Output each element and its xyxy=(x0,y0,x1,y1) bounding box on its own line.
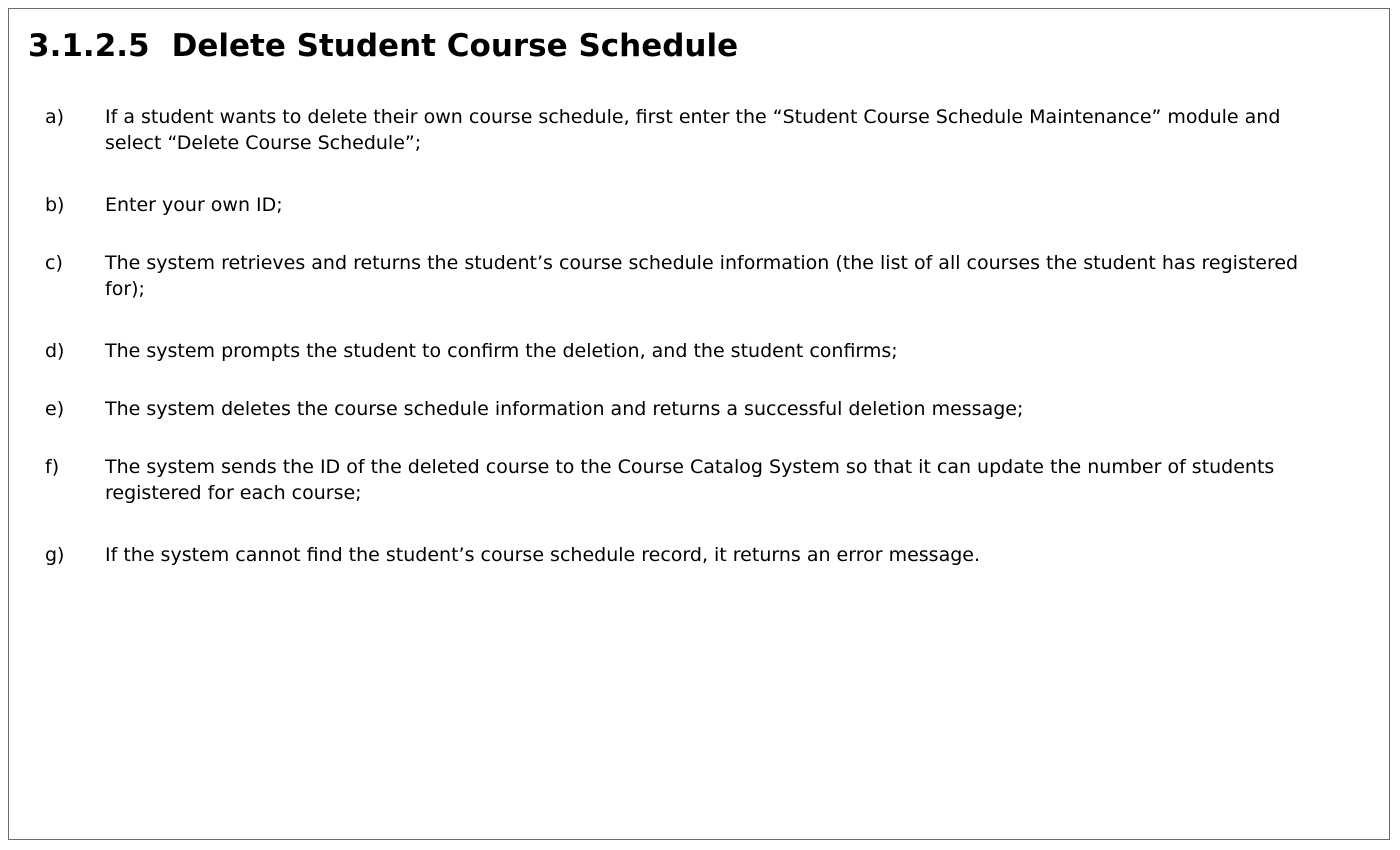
list-item-text: The system sends the ID of the deleted course to the Course Catalog System so that it can update the number of students registered for each course; xyxy=(105,456,1275,504)
list-item-marker: g) xyxy=(45,544,65,566)
list-item xyxy=(45,250,1335,302)
list-item-text: The system prompts the student to confirm the deletion, and the student confirms; xyxy=(105,340,898,362)
section-heading xyxy=(28,26,738,66)
list-item-marker: f) xyxy=(45,456,60,478)
list-item xyxy=(45,542,1335,568)
list-item-marker: b) xyxy=(45,194,65,216)
list-item-marker: d) xyxy=(45,340,65,362)
list-item-marker: c) xyxy=(45,252,63,274)
list-item-text: Enter your own ID; xyxy=(105,194,283,216)
list-item xyxy=(45,104,1335,156)
list-item-text: If the system cannot find the student’s course schedule record, it returns an error message. xyxy=(105,544,981,566)
list-item xyxy=(45,396,1335,422)
list-item xyxy=(45,338,1335,364)
list-item-text: The system deletes the course schedule information and returns a successful deletion message; xyxy=(105,398,1024,420)
list-item xyxy=(45,192,1335,218)
section-title: Delete Student Course Schedule xyxy=(171,28,739,64)
list-item-marker: a) xyxy=(45,106,65,128)
list-item xyxy=(45,454,1335,506)
list-item-text: If a student wants to delete their own course schedule, first enter the “Student Course Schedule Maintenance” module and select “Delete Course Schedule”; xyxy=(105,106,1281,154)
section-number: 3.1.2.5 xyxy=(28,28,150,64)
list-item-marker: e) xyxy=(45,398,65,420)
list-item-text: The system retrieves and returns the student’s course schedule information (the list of all courses the student has registered for); xyxy=(105,252,1299,300)
